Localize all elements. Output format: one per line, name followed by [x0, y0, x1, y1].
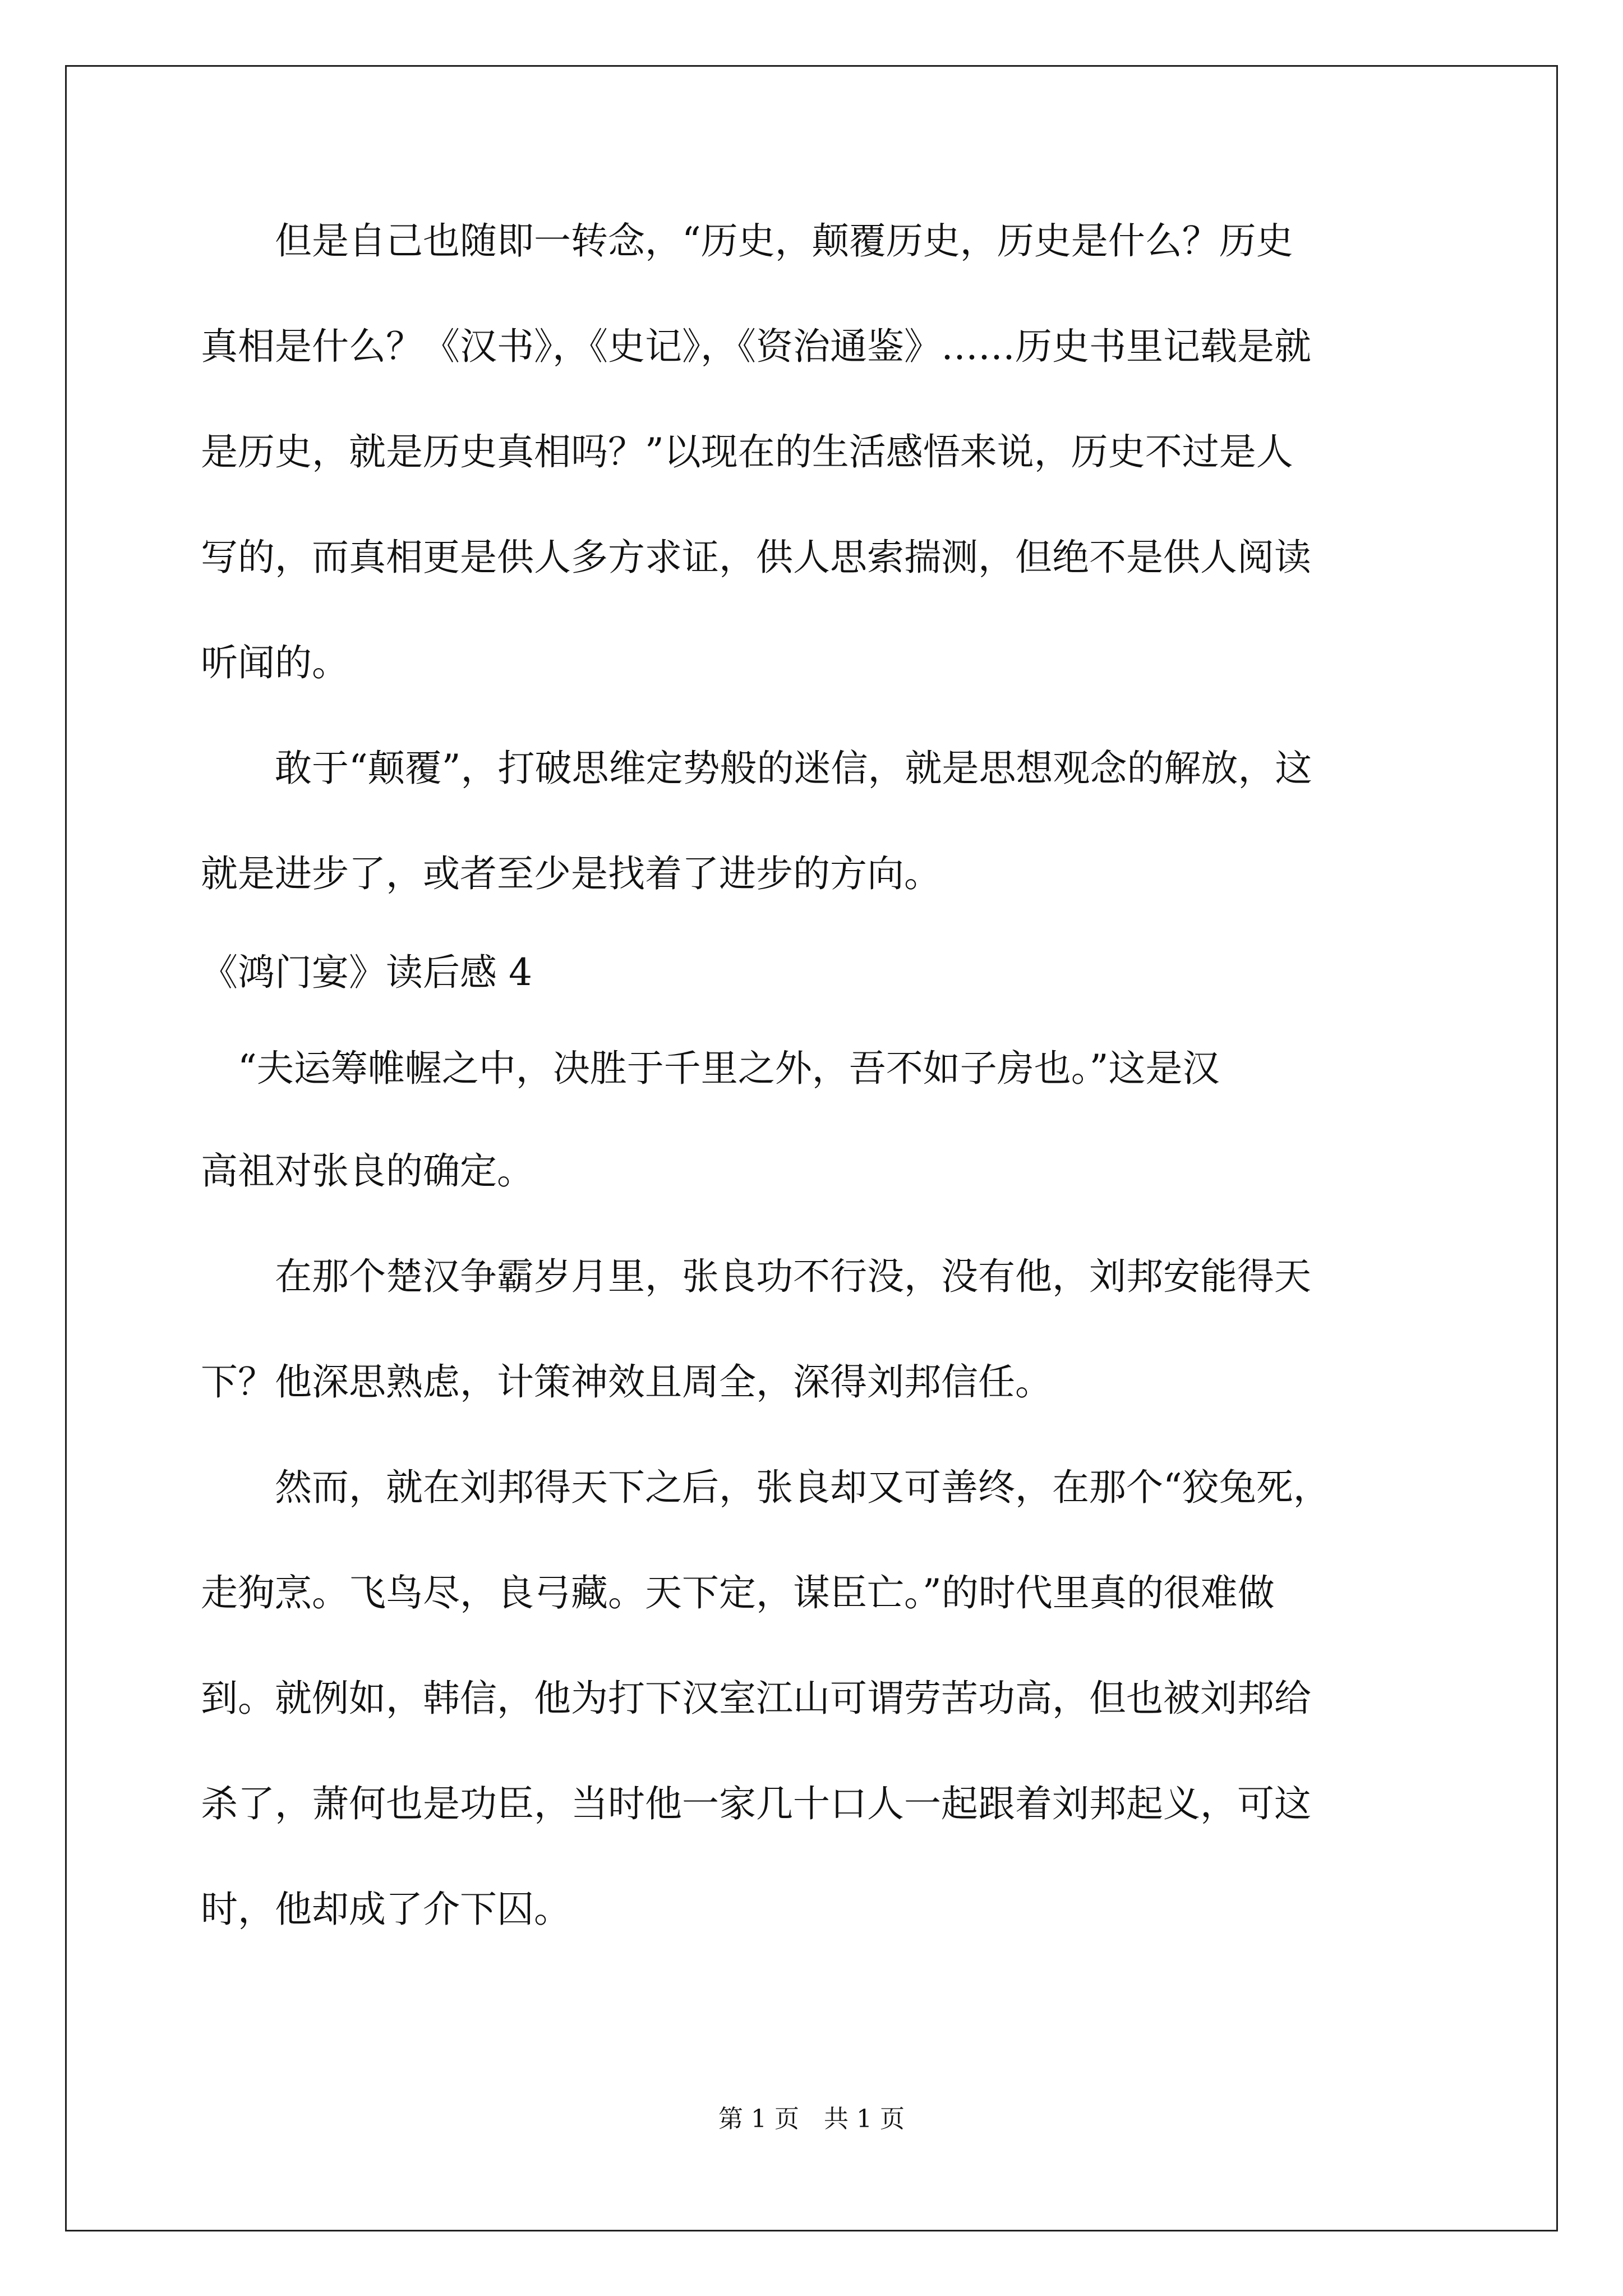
paragraph-line: “夫运筹帷幄之中，决胜于千里之外，吾不如子房也。”这是汉: [201, 1047, 1220, 1090]
paragraph-line: 在那个楚汉争霸岁月里，张良功不行没，没有他，刘邦安能得天: [201, 1255, 1311, 1298]
paragraph-line: 走狗烹。飞鸟尽，良弓藏。天下定，谋臣亡。”的时代里真的很难做: [201, 1571, 1275, 1614]
paragraph-line: 敢于“颠覆”，打破思维定势般的迷信，就是思想观念的解放，这: [201, 747, 1312, 790]
paragraph-line: 是历史，就是历史真相吗？”以现在的生活感悟来说，历史不过是人: [201, 430, 1293, 473]
paragraph-line: 杀了，萧何也是功臣，当时他一家几十口人一起跟着刘邦起义，可这: [201, 1782, 1311, 1825]
paragraph-line: 写的，而真相更是供人多方求证，供人思索揣测，但绝不是供人阅读: [201, 536, 1311, 579]
page-footer: 第 1 页 共 1 页: [718, 2105, 905, 2133]
paragraph-line: 下？他深思熟虑，计策神效且周全，深得刘邦信任。: [201, 1360, 1052, 1404]
paragraph-line: 时，他却成了介下囚。: [201, 1888, 571, 1931]
section-heading: 《鸿门宴》读后感 4: [201, 951, 532, 994]
paragraph-line: 高祖对张良的确定。: [201, 1149, 534, 1193]
paragraph-line: 真相是什么？《汉书》，《史记》，《资治通鉴》……历史书里记载是就: [201, 325, 1311, 368]
paragraph-line: 然而，就在刘邦得天下之后，张良却又可善终，在那个“狡兔死，: [201, 1466, 1330, 1509]
paragraph-line: 就是进步了，或者至少是找着了进步的方向。: [201, 852, 941, 895]
paragraph-line: 但是自己也随即一转念，“历史，颠覆历史，历史是什么？历史: [201, 219, 1293, 263]
paragraph-line: 到。就例如，韩信，他为打下汉室江山可谓劳苦功高，但也被刘邦给: [201, 1677, 1311, 1720]
paragraph-line: 听闻的。: [201, 641, 349, 684]
